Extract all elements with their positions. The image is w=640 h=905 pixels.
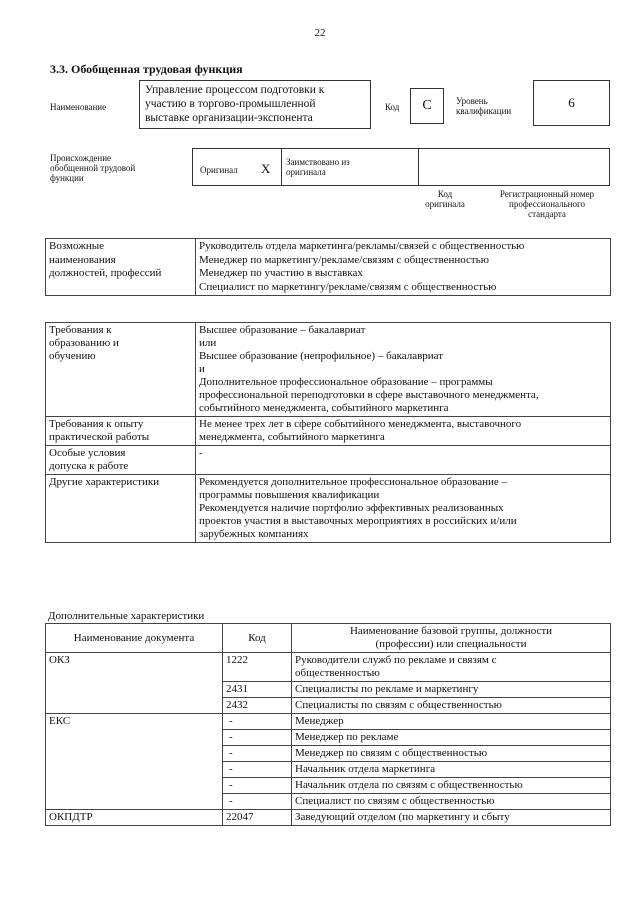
code-cell: - (223, 730, 292, 746)
req-value-line: Рекомендуется наличие портфолио эффективных реализованных (199, 502, 504, 514)
req-experience-label (46, 417, 196, 446)
name-cell: Специалисты по рекламе и маркетингу (292, 682, 611, 698)
origin-label-line: Происхождение (50, 153, 112, 163)
doc-eks: ЕКС (46, 714, 223, 810)
borrowed-label (286, 157, 350, 177)
name-line: Руководители служб по рекламе и связям с (295, 654, 497, 666)
req-value-line: проектов участия в выставочных мероприятиях в российских и/или (199, 515, 517, 527)
code-value-box: C (410, 88, 444, 124)
header-name-line: Наименование базовой группы, должности (349, 625, 553, 637)
req-conditions-value (196, 446, 611, 475)
req-value-line: профессиональной переподготовки в сфере выставочного менеджмента, (199, 389, 539, 401)
code-cell: - (223, 714, 292, 730)
req-value-line: Рекомендуется дополнительное профессиональное образование – (199, 476, 508, 488)
code-cell: - (223, 762, 292, 778)
level-value-box: 6 (533, 80, 610, 126)
req-value-line: событийного менеджмента, событийного маркетинга (199, 402, 449, 414)
positions-label-line: наименования (49, 253, 116, 266)
positions-list (196, 239, 611, 296)
req-education-label (46, 323, 196, 417)
origin-table (192, 148, 610, 186)
original-label: Оригинал (200, 165, 238, 175)
req-value-line: и (199, 363, 205, 375)
code-cell: - (223, 746, 292, 762)
function-name-line: выставке организации-экспонента (145, 112, 313, 124)
req-value-line: или (199, 337, 217, 349)
level-label-line: Уровень (456, 96, 488, 106)
header-name-line: (профессии) или специальности (375, 638, 527, 650)
name-cell: Менеджер по связям с общественностью (292, 746, 611, 762)
code-caption (410, 189, 480, 209)
positions-table (45, 238, 611, 296)
code-cell: 2432 (223, 698, 292, 714)
code-cell: 1222 (223, 653, 292, 682)
additional-table (45, 623, 611, 826)
name-cell: Специалист по связям с общественностью (292, 794, 611, 810)
req-label-line: Требования к (49, 324, 112, 336)
req-value-line: программы повышения квалификации (199, 489, 380, 501)
req-label-line: допуска к работе (49, 460, 129, 472)
borrowed-label-line: Заимствовано из (286, 157, 350, 167)
req-label-line: Особые условия (49, 447, 126, 459)
name-cell (292, 653, 611, 682)
req-label-line: образованию и (49, 337, 119, 349)
name-cell: Заведующий отделом (по маркетингу и сбыту (292, 810, 611, 826)
req-value-line: Дополнительное профессиональное образование – программы (199, 376, 493, 388)
req-label-line: Другие характеристики (49, 476, 160, 488)
name-cell: Начальник отдела маркетинга (292, 762, 611, 778)
positions-label (46, 239, 196, 296)
positions-label-line: Возможные (49, 240, 104, 252)
req-label-line: обучению (49, 350, 96, 362)
req-other-value (196, 475, 611, 543)
reg-caption-line: Регистрационный номер (499, 189, 595, 199)
position-item: Специалист по маркетингу/рекламе/связям с общественностью (199, 280, 497, 293)
req-value-line: зарубежных компаниях (199, 528, 309, 540)
header-code: Код (223, 624, 292, 653)
req-value-line: Высшее образование – бакалавриат (199, 324, 366, 336)
header-doc: Наименование документа (46, 624, 223, 653)
position-item: Менеджер по маркетингу/рекламе/связям с общественностью (199, 253, 489, 266)
level-label-line: квалификации (456, 106, 512, 116)
code-label: Код (385, 102, 400, 112)
doc-okpdtr: ОКПДТР (46, 810, 223, 826)
req-value-line: менеджмента, событийного маркетинга (199, 431, 385, 443)
requirements-table (45, 322, 611, 543)
name-cell: Специалисты по связям с общественностью (292, 698, 611, 714)
req-value-line: - (199, 447, 203, 459)
name-cell: Начальник отдела по связям с общественностью (292, 778, 611, 794)
original-mark: X (261, 161, 271, 176)
function-name-box (139, 80, 371, 129)
function-name-line: участию в торгово-промышленной (145, 98, 316, 110)
req-conditions-label (46, 446, 196, 475)
reg-caption (482, 189, 612, 219)
additional-caption: Дополнительные характеристики (48, 610, 205, 622)
req-label-line: практической работы (49, 431, 150, 443)
borrowed-label-line: оригинала (286, 167, 326, 177)
name-label: Наименование (50, 102, 107, 112)
code-cell: - (223, 794, 292, 810)
code-cell: 22047 (223, 810, 292, 826)
req-experience-value (196, 417, 611, 446)
origin-label-line: обобщенной трудовой (50, 163, 136, 173)
reg-caption-line: стандарта (528, 209, 566, 219)
name-cell: Менеджер по рекламе (292, 730, 611, 746)
req-value-line: Высшее образование (непрофильное) – бакалавриат (199, 350, 444, 362)
code-caption-line: Код (437, 189, 453, 199)
code-caption-line: оригинала (425, 199, 465, 209)
name-cell: Менеджер (292, 714, 611, 730)
position-item: Менеджер по участию в выставках (199, 267, 363, 279)
req-label-line: Требования к опыту (49, 418, 144, 430)
name-line: общественностью (295, 667, 380, 679)
origin-label (50, 153, 135, 183)
code-cell: 2431 (223, 682, 292, 698)
function-name-line: Управление процессом подготовки к (145, 84, 325, 96)
req-value-line: Не менее трех лет в сфере событийного менеджмента, выставочного (199, 418, 522, 430)
header-name (292, 624, 611, 653)
section-title: 3.3. Обобщенная трудовая функция (50, 62, 243, 76)
origin-label-line: функции (50, 173, 84, 183)
positions-label-line: должностей, профессий (49, 267, 162, 279)
page-number: 22 (314, 27, 326, 39)
position-item: Руководитель отдела маркетинга/рекламы/связей с общественностью (199, 240, 525, 252)
level-label (456, 96, 511, 116)
req-other-label (46, 475, 196, 543)
code-cell: - (223, 778, 292, 794)
req-education-value (196, 323, 611, 417)
reg-caption-line: профессионального (509, 199, 585, 209)
doc-okz: ОКЗ (46, 653, 223, 714)
